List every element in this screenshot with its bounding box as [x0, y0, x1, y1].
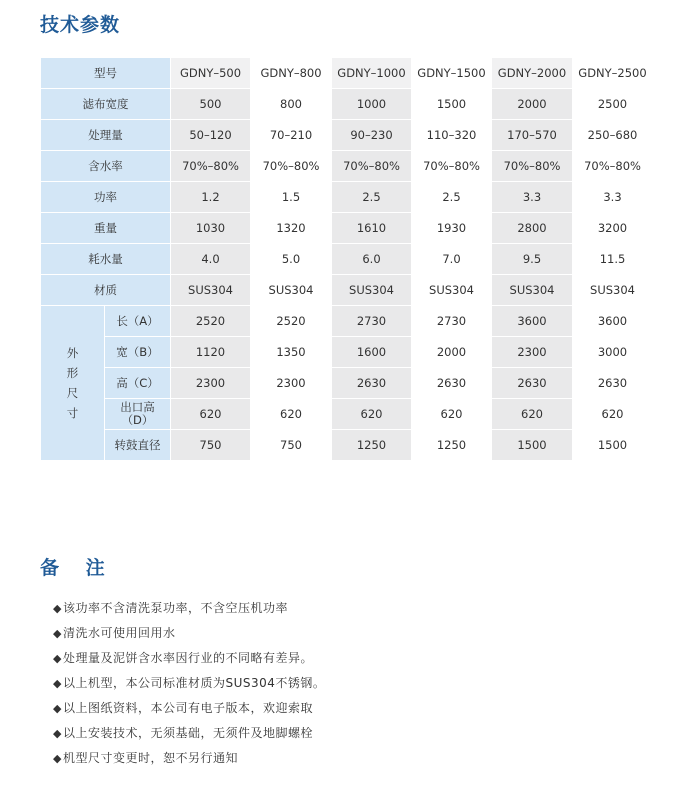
- table-cell: 2630: [332, 368, 412, 399]
- dimension-row: [41, 368, 653, 399]
- dimension-row-label: 长（A）: [105, 306, 171, 337]
- note-item: [53, 600, 325, 625]
- diamond-bullet-icon: ◆: [53, 627, 62, 640]
- table-cell: SUS304: [251, 275, 332, 306]
- table-cell: 5.0: [251, 244, 332, 275]
- diamond-bullet-icon: ◆: [53, 752, 62, 765]
- table-row: [41, 244, 653, 275]
- table-row: [41, 89, 653, 120]
- table-cell: 3200: [573, 213, 653, 244]
- table-cell: 2.5: [412, 182, 492, 213]
- table-cell: 1610: [332, 213, 412, 244]
- table-cell: 2300: [492, 337, 573, 368]
- note-item: [53, 725, 325, 750]
- dimension-row: [41, 337, 653, 368]
- table-cell: 800: [251, 89, 332, 120]
- dimension-group-char: 形: [66, 366, 79, 380]
- table-cell: 2630: [573, 368, 653, 399]
- dimension-row: [41, 399, 653, 430]
- note-item: [53, 700, 325, 725]
- table-row: [41, 120, 653, 151]
- table-row: [41, 182, 653, 213]
- table-header-row: [41, 58, 653, 89]
- dimension-group-char: 尺: [66, 386, 79, 400]
- table-row: [41, 213, 653, 244]
- table-cell: 500: [171, 89, 251, 120]
- diamond-bullet-icon: ◆: [53, 727, 62, 740]
- dimension-row-label-line: 出口高: [120, 400, 155, 414]
- table-cell: 620: [332, 399, 412, 430]
- note-text: 以上图纸资料，本公司有电子版本，欢迎索取: [62, 701, 313, 715]
- table-cell: 2730: [332, 306, 412, 337]
- table-cell: 2630: [412, 368, 492, 399]
- note-text: 机型尺寸变更时，恕不另行通知: [62, 751, 238, 765]
- table-cell: 90–230: [332, 120, 412, 151]
- table-cell: 1500: [412, 89, 492, 120]
- diamond-bullet-icon: ◆: [53, 652, 62, 665]
- table-cell: SUS304: [492, 275, 573, 306]
- table-cell: 3000: [573, 337, 653, 368]
- diamond-bullet-icon: ◆: [53, 702, 62, 715]
- row-label: 耗水量: [41, 244, 171, 275]
- table-cell: 2300: [251, 368, 332, 399]
- section-title-specs: 技术参数: [40, 14, 121, 36]
- table-cell: 3600: [573, 306, 653, 337]
- table-cell: 70%–80%: [492, 151, 573, 182]
- table-cell: 1320: [251, 213, 332, 244]
- dimension-group-char: 外: [66, 346, 79, 360]
- table-cell: 620: [412, 399, 492, 430]
- table-cell: 1350: [251, 337, 332, 368]
- dimension-row-label: [105, 399, 171, 430]
- table-cell: 3.3: [492, 182, 573, 213]
- header-model-cell: GDNY–2500: [573, 58, 653, 89]
- note-text: 清洗水可使用回用水: [62, 626, 176, 640]
- table-cell: 2520: [171, 306, 251, 337]
- table-cell: 620: [573, 399, 653, 430]
- table-cell: 9.5: [492, 244, 573, 275]
- table-cell: 2800: [492, 213, 573, 244]
- row-label: 处理量: [41, 120, 171, 151]
- header-model-cell: GDNY–1000: [332, 58, 412, 89]
- table-cell: 4.0: [171, 244, 251, 275]
- table-cell: 70%–80%: [573, 151, 653, 182]
- table-cell: SUS304: [412, 275, 492, 306]
- note-item: [53, 750, 325, 775]
- table-row: [41, 275, 653, 306]
- row-label: 材质: [41, 275, 171, 306]
- header-model-cell: GDNY–800: [251, 58, 332, 89]
- note-text: 以上安装技术，无须基础，无须件及地脚螺栓: [62, 726, 313, 740]
- table-cell: 620: [171, 399, 251, 430]
- table-cell: 2000: [412, 337, 492, 368]
- note-item: [53, 675, 325, 700]
- table-cell: SUS304: [332, 275, 412, 306]
- table-cell: 250–680: [573, 120, 653, 151]
- dimension-row: [41, 306, 653, 337]
- table-cell: 1000: [332, 89, 412, 120]
- table-cell: 620: [251, 399, 332, 430]
- note-item: [53, 650, 325, 675]
- table-cell: 1120: [171, 337, 251, 368]
- diamond-bullet-icon: ◆: [53, 677, 62, 690]
- table-cell: 2000: [492, 89, 573, 120]
- table-cell: 1500: [573, 430, 653, 461]
- dimension-group-char: 寸: [66, 406, 79, 420]
- table-cell: 50–120: [171, 120, 251, 151]
- table-cell: 1.5: [251, 182, 332, 213]
- table-row: [41, 151, 653, 182]
- table-cell: 11.5: [573, 244, 653, 275]
- header-model-cell: GDNY–500: [171, 58, 251, 89]
- dimension-row-label-line: （D）: [121, 413, 154, 427]
- table-cell: 750: [171, 430, 251, 461]
- table-cell: 620: [492, 399, 573, 430]
- specs-table: [40, 57, 653, 461]
- dimension-row-label: 转鼓直径: [105, 430, 171, 461]
- table-cell: 1250: [412, 430, 492, 461]
- table-cell: 70%–80%: [412, 151, 492, 182]
- header-model-cell: GDNY–2000: [492, 58, 573, 89]
- table-cell: 2.5: [332, 182, 412, 213]
- table-cell: 2300: [171, 368, 251, 399]
- table-cell: 1500: [492, 430, 573, 461]
- dimension-group-label: [41, 306, 105, 461]
- table-cell: SUS304: [573, 275, 653, 306]
- row-label: 滤布宽度: [41, 89, 171, 120]
- table-cell: 2520: [251, 306, 332, 337]
- note-text: 以上机型，本公司标准材质为SUS304不锈钢。: [62, 676, 326, 690]
- note-text: 该功率不含清洗泵功率，不含空压机功率: [62, 601, 288, 615]
- table-cell: 110–320: [412, 120, 492, 151]
- table-cell: 1030: [171, 213, 251, 244]
- dimension-row-label: 宽（B）: [105, 337, 171, 368]
- section-title-notes: 备 注: [40, 557, 115, 579]
- note-text: 处理量及泥饼含水率因行业的不同略有差异。: [62, 651, 313, 665]
- table-cell: 6.0: [332, 244, 412, 275]
- dimension-row-label: 高（C）: [105, 368, 171, 399]
- table-cell: 70%–80%: [332, 151, 412, 182]
- row-label: 功率: [41, 182, 171, 213]
- note-item: [53, 625, 325, 650]
- table-cell: SUS304: [171, 275, 251, 306]
- table-cell: 2630: [492, 368, 573, 399]
- diamond-bullet-icon: ◆: [53, 602, 62, 615]
- row-label: 重量: [41, 213, 171, 244]
- table-cell: 1930: [412, 213, 492, 244]
- table-cell: 1.2: [171, 182, 251, 213]
- table-cell: 70%–80%: [171, 151, 251, 182]
- table-cell: 3.3: [573, 182, 653, 213]
- table-cell: 1600: [332, 337, 412, 368]
- header-model-cell: GDNY–1500: [412, 58, 492, 89]
- table-cell: 70%–80%: [251, 151, 332, 182]
- table-cell: 2730: [412, 306, 492, 337]
- notes-list: [53, 600, 325, 775]
- table-cell: 1250: [332, 430, 412, 461]
- row-label: 含水率: [41, 151, 171, 182]
- table-cell: 3600: [492, 306, 573, 337]
- table-cell: 170–570: [492, 120, 573, 151]
- table-cell: 7.0: [412, 244, 492, 275]
- table-cell: 2500: [573, 89, 653, 120]
- table-cell: 70–210: [251, 120, 332, 151]
- dimension-row: [41, 430, 653, 461]
- table-cell: 750: [251, 430, 332, 461]
- header-label-model: 型号: [41, 58, 171, 89]
